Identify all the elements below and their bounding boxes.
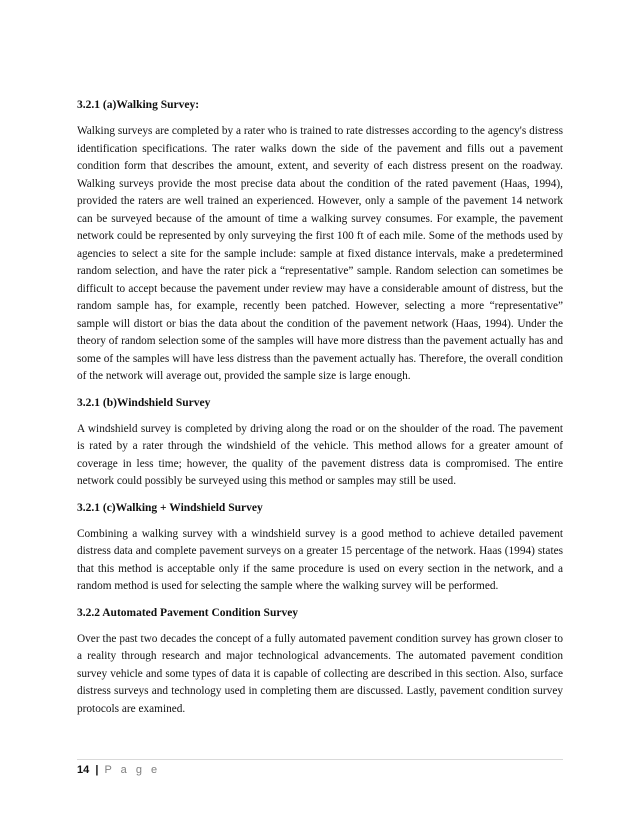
footer-separator: | — [95, 764, 99, 776]
page-label: P a g e — [104, 764, 161, 776]
section-paragraph: Over the past two decades the concept of a fully automated pavement condition survey has grown closer to a reality through research and major technological advancements. The automated pavement condition survey vehicle and some types of data it is capable of collecting are described in this section. Also, surface distress surveys and technology used in completing them are discussed. Lastly, pavement condition survey protocols are examined. — [77, 632, 563, 715]
section-heading: 3.2.1 (b)Windshield Survey — [77, 396, 211, 409]
section-automated-survey — [77, 605, 563, 719]
section-walking-survey — [77, 97, 563, 386]
section-paragraph: Walking surveys are completed by a rater who is trained to rate distresses according to the agency's distress identification specifications. The rater walks down the side of the pavement and fills out a pavement condition form that describes the amount, extent, and severity of each distress present on the roadway. Walking surveys provide the most precise data about the condition of the rated pavement (Haas, 1994), provided the raters are well trained an experienced. However, only a sample of the pavement 14 network can be surveyed because of the amount of time a walking survey consumes. For example, the pavement network could be represented by only surveying the first 100 ft of each mile. Some of the methods used by agencies to select a site for the sample include: sample at fixed distance intervals, make a predetermined random selection, and have the rater pick a “representative” sample. Random selection can sometimes be difficult to accept because the pavement under review may have a considerable amount of distress, but the random sample has, for example, recently been patched. However, selecting a more “representative” sample will distort or bias the data about the condition of the pavement network (Haas, 1994). Under the theory of random selection some of the samples will have more distress than the pavement actually has and some of the samples will have less distress than the pavement actually has. Therefore, the overall condition of the network will average out, provided the sample size is large enough. — [77, 125, 563, 382]
section-walking-windshield-survey — [77, 500, 563, 596]
section-heading: 3.2.2 Automated Pavement Condition Survey — [77, 606, 299, 619]
section-windshield-survey — [77, 395, 563, 491]
page-footer — [77, 764, 160, 776]
section-paragraph: Combining a walking survey with a windshield survey is a good method to achieve detailed pavement distress data and complete pavement surveys on a greater 15 percentage of the network. Haas (1994) states that this method is acceptable only if the same procedure is used on every section in the network, and a random method is used for selecting the sample where the walking survey will be performed. — [77, 527, 563, 592]
document-body — [77, 97, 563, 727]
section-paragraph: A windshield survey is completed by driving along the road or on the shoulder of the road. The pavement is rated by a rater through the windshield of the vehicle. This method allows for a greater amount of coverage in less time; however, the quality of the pavement distress data is compromised. The entire network could possibly be surveyed using this method or samples may still be used. — [77, 422, 563, 487]
page-number: 14 — [77, 764, 90, 776]
section-heading: 3.2.1 (c)Walking + Windshield Survey — [77, 501, 263, 514]
section-heading: 3.2.1 (a)Walking Survey: — [77, 99, 200, 111]
footer-divider — [77, 759, 563, 760]
